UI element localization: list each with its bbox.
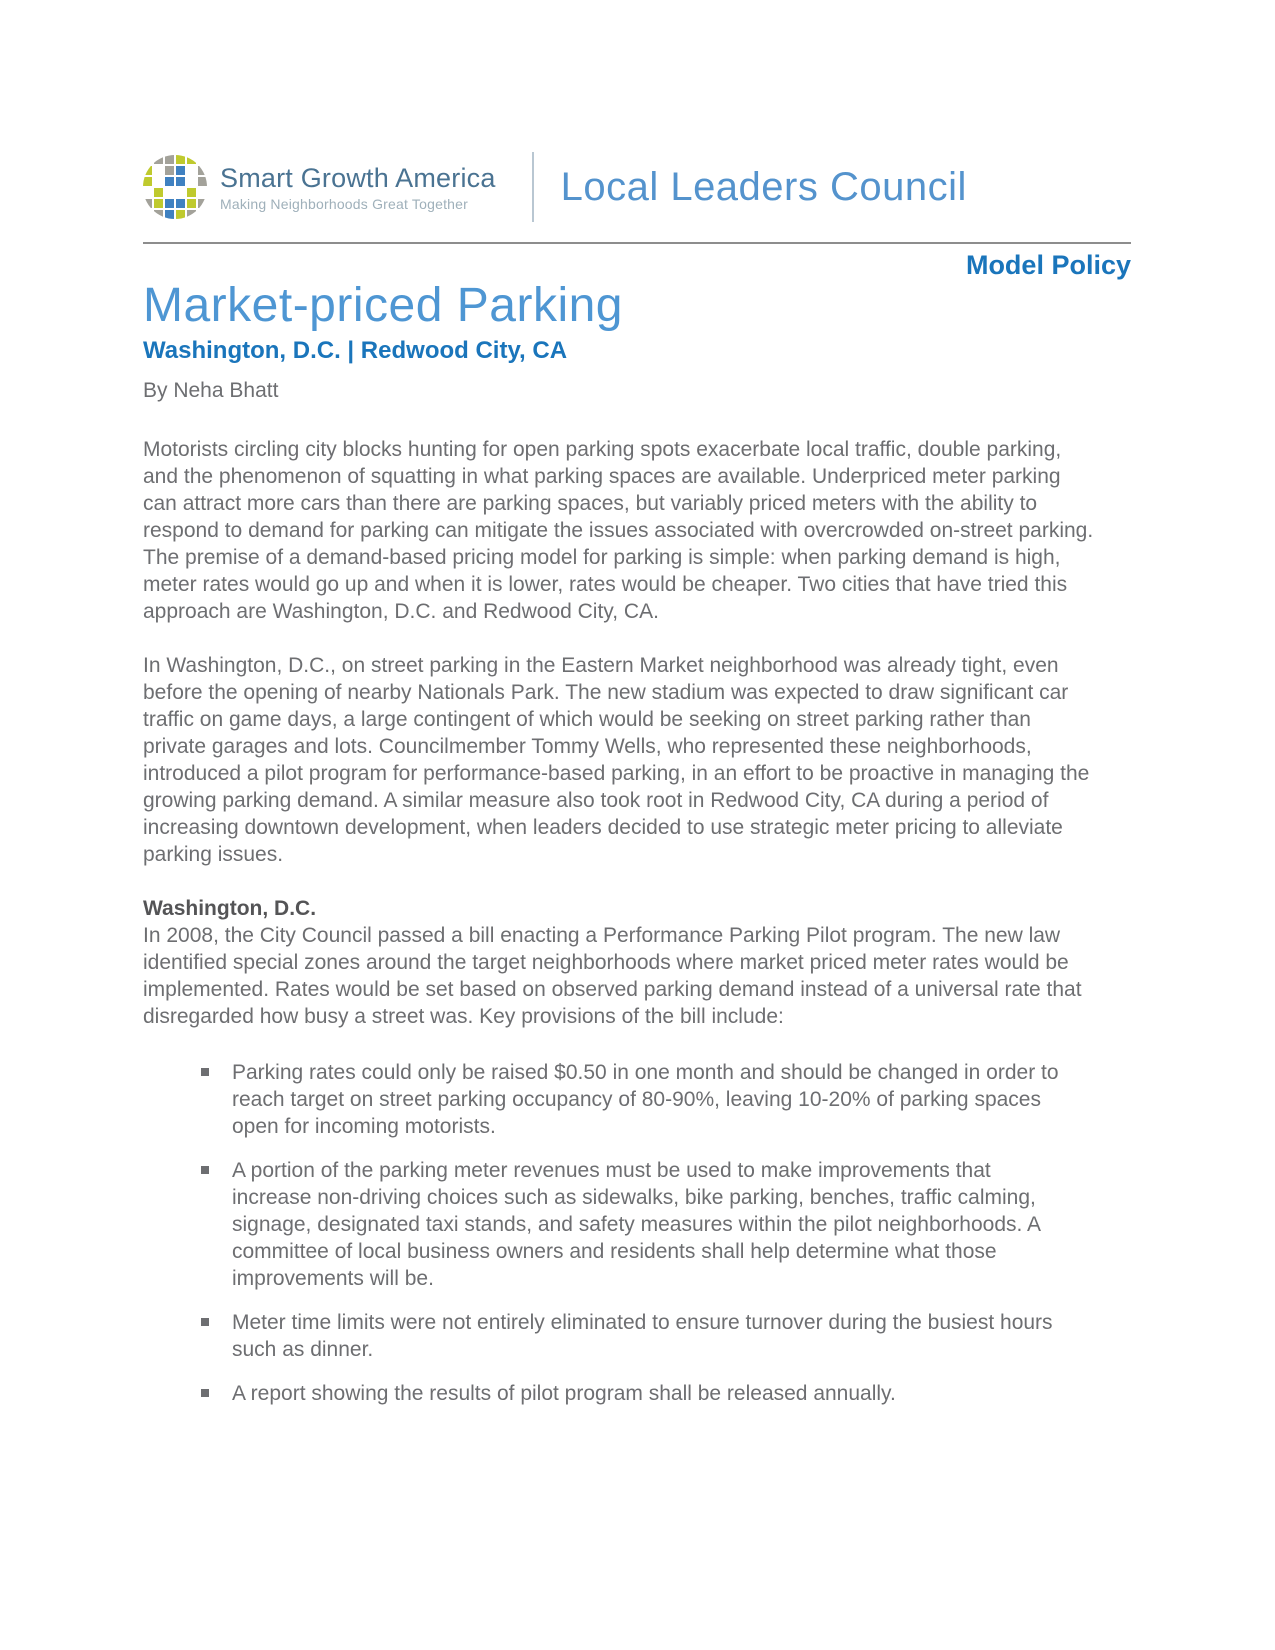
list-item-text: A report showing the results of pilot program shall be released annually. [232, 1382, 896, 1405]
list-item [143, 1380, 1073, 1407]
kicker-model-policy: Model Policy [965, 250, 1131, 280]
program-name: Local Leaders Council [560, 164, 967, 209]
bullet-square-icon [201, 1068, 209, 1076]
bullet-square-icon [201, 1318, 209, 1326]
brand-text-block [220, 163, 496, 212]
bullet-square-icon [201, 1389, 209, 1397]
page-subtitle: Washington, D.C. | Redwood City, CA [143, 337, 568, 364]
body-copy [143, 436, 1131, 1407]
paragraph-1: Motorists circling city blocks hunting for open parking spots exacerbate local traffic, double parking, and the phenomenon of squatting in what parking spaces are available. Underpriced meter parking can attract more cars than there are parking spaces, but variably priced meters with the ability to respond to demand for parking can mitigate the issues associated with overcrowded on-street parking. The premise of a demand-based pricing model for parking is simple: when parking demand is high, meter rates would go up and when it is lower, rates would be cheaper. Two cities that have tried this approach are Washington, D.C. and Redwood City, CA. [143, 438, 1094, 623]
page-content [143, 0, 1131, 1407]
paragraph-2: In Washington, D.C., on street parking in the Eastern Market neighborhood was already tight, even before the opening of nearby Nationals Park. The new stadium was expected to draw significant car traffic on game days, a large contingent of which would be seeking on street parking rather than private garages and lots. Councilmember Tommy Wells, who represented these neighborhoods, introduced a pilot program for performance-based parking, in an effort to be proactive in managing the growing parking demand. A similar measure also took root in Redwood City, CA during a period of increasing downtown development, when leaders decided to use strategic meter pricing to alleviate parking issues. [143, 654, 1090, 866]
brand-name: Smart Growth America [220, 162, 496, 193]
smart-growth-america-logo-icon [143, 155, 207, 219]
byline: By Neha Bhatt [143, 379, 279, 402]
page-title: Market-priced Parking [143, 279, 623, 332]
list-item [143, 1157, 1073, 1292]
list-item [143, 1309, 1073, 1363]
section-heading-washington-dc: Washington, D.C. [143, 897, 317, 920]
brand-tagline: Making Neighborhoods Great Together [220, 195, 469, 212]
list-item-text: A portion of the parking meter revenues must be used to make improvements that increase non-driving choices such as sidewalks, bike parking, benches, traffic calming, signage, designated taxi stands, and safety measures within the pilot neighborhoods. A committee of local business owners and residents shall help determine what those improvements will be. [232, 1159, 1040, 1290]
list-item [143, 1059, 1073, 1140]
page-header [143, 0, 1131, 222]
list-item-text: Parking rates could only be raised $0.50 in one month and should be changed in order to reach target on street parking occupancy of 80-90%, leaving 10-20% of parking spaces open for incoming motorists. [232, 1061, 1059, 1138]
header-divider [532, 152, 534, 222]
section-intro: In 2008, the City Council passed a bill enacting a Performance Parking Pilot program. The new law identified special zones around the target neighborhoods where market priced meter rates would be implemented. Rates would be set based on observed parking demand instead of a universal rate that disregarded how busy a street was. Key provisions of the bill include: [143, 924, 1082, 1028]
header-rule [143, 242, 1131, 244]
list-item-text: Meter time limits were not entirely eliminated to ensure turnover during the busiest hours such as dinner. [232, 1311, 1053, 1361]
bullet-square-icon [201, 1166, 209, 1174]
key-provisions-list [143, 1059, 1073, 1407]
